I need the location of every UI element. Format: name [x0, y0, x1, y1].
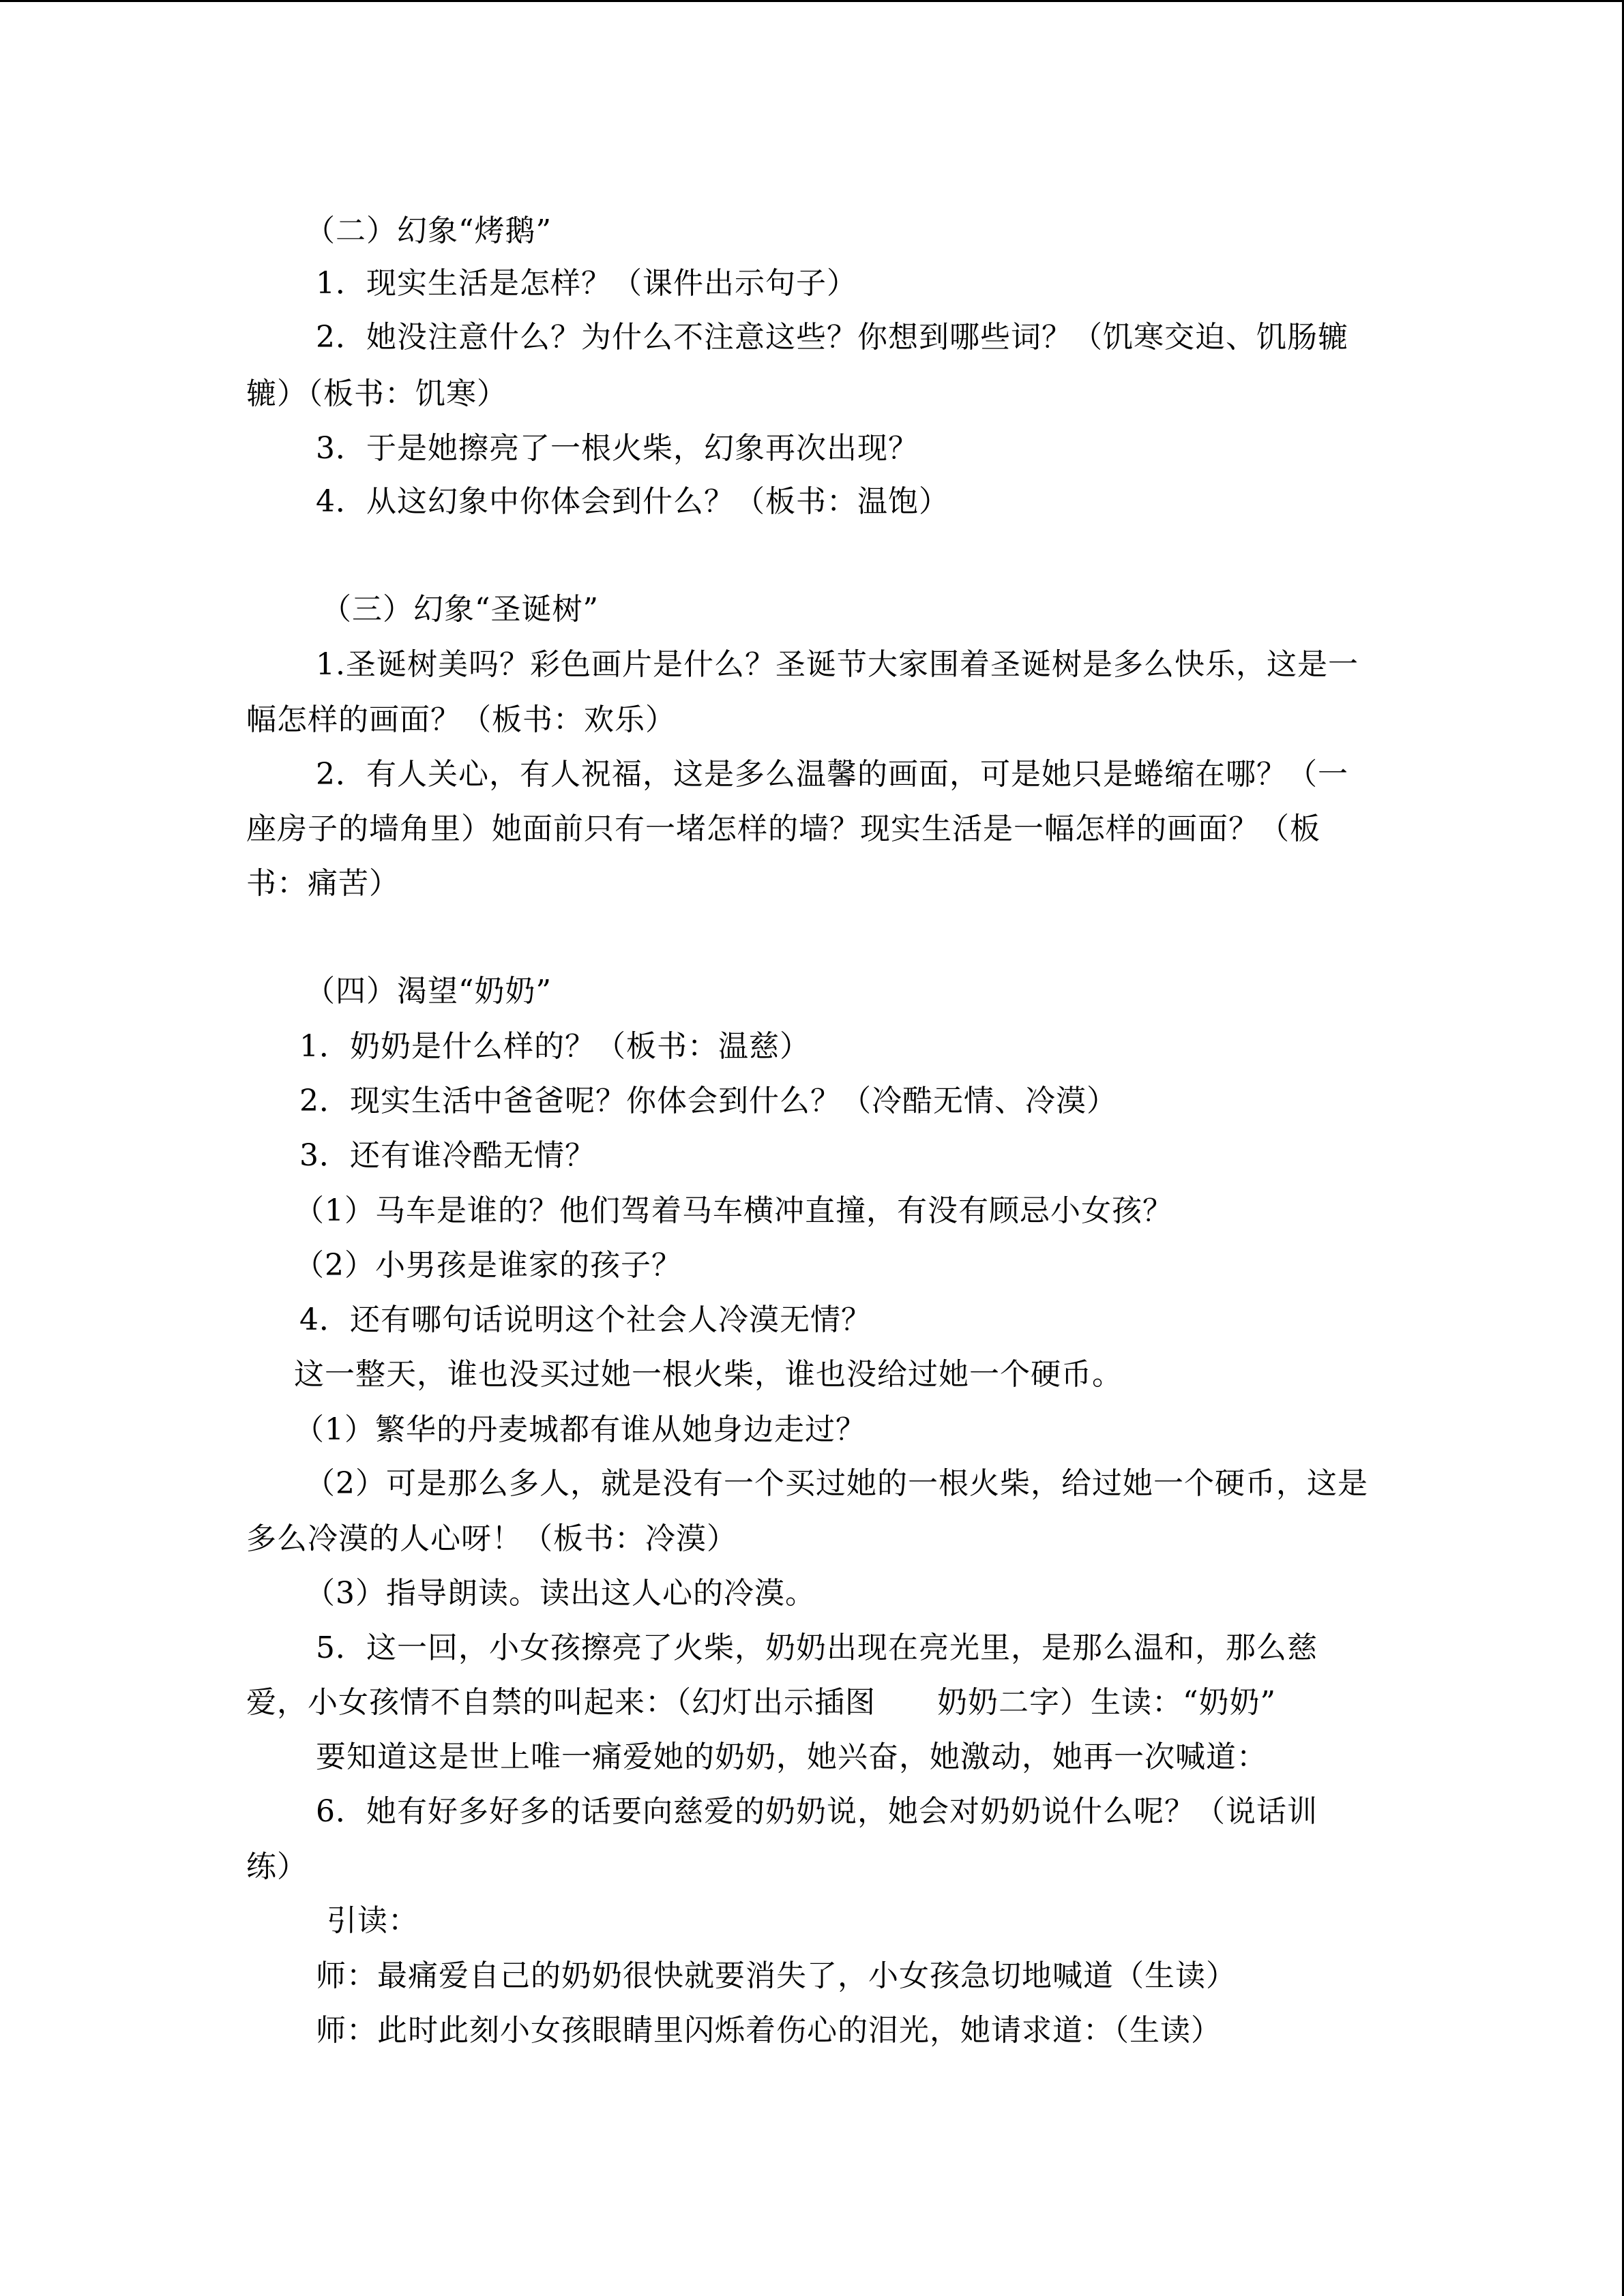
- paragraph-line: 4．还有哪句话说明这个社会人冷漠无情？: [299, 1302, 872, 1337]
- section-heading-roast-goose: （二）幻象“烤鹅”: [305, 213, 552, 248]
- paragraph-line: （2）可是那么多人，就是没有一个买过她的一根火柴，给过她一个硬币，这是: [305, 1466, 1368, 1501]
- paragraph-line: 辘）（板书：饥寒）: [246, 376, 507, 411]
- section-heading-grandma: （四）渴望“奶奶”: [305, 974, 552, 1009]
- paragraph-line: 3．于是她擦亮了一根火柴，幻象再次出现？: [316, 431, 919, 466]
- paragraph-line: 6．她有好多好多的话要向慈爱的奶奶说，她会对奶奶说什么呢？（说话训: [316, 1794, 1318, 1829]
- paragraph-line: 1．现实生活是怎样？（课件出示句子）: [316, 266, 857, 301]
- paragraph-line: 要知道这是世上唯一痛爱她的奶奶，她兴奋，她激动，她再一次喊道：: [316, 1740, 1267, 1774]
- paragraph-line: （3）指导朗读。读出这人心的冷漠。: [305, 1576, 816, 1611]
- paragraph-line: （1）马车是谁的？他们驾着马车横冲直撞，有没有顾忌小女孩？: [294, 1193, 1173, 1228]
- paragraph-line: （2）小男孩是谁家的孩子？: [294, 1248, 682, 1283]
- paragraph-line: 5．这一回，小女孩擦亮了火柴，奶奶出现在亮光里，是那么温和，那么慈: [316, 1630, 1318, 1665]
- paragraph-line: 引读：: [327, 1903, 419, 1938]
- quoted-sentence: 这一整天，谁也没买过她一根火柴，谁也没给过她一个硬币。: [294, 1357, 1123, 1392]
- section-heading-christmas-tree: （三）幻象“圣诞树”: [321, 592, 599, 627]
- paragraph-line: 多么冷漠的人心呀！（板书：冷漠）: [246, 1521, 737, 1556]
- paragraph-line: 1．奶奶是什么样的？（板书：温慈）: [299, 1029, 810, 1064]
- paragraph-line: 2．有人关心，有人祝福，这是多么温馨的画面，可是她只是蜷缩在哪？（一: [316, 757, 1348, 792]
- page-top-border: [0, 0, 1624, 2]
- paragraph-line: 幅怎样的画面？（板书：欢乐）: [246, 702, 676, 737]
- paragraph-line: 爱，小女孩情不自禁的叫起来：（幻灯出示插图 奶奶二字）生读：“奶奶”: [246, 1685, 1276, 1720]
- teacher-line: 师：最痛爱自己的奶奶很快就要消失了，小女孩急切地喊道（生读）: [316, 1958, 1237, 1993]
- paragraph-line: 2．现实生活中爸爸呢？你体会到什么？（冷酷无情、冷漠）: [299, 1084, 1117, 1118]
- paragraph-line: 座房子的墙角里）她面前只有一堵怎样的墙？现实生活是一幅怎样的画面？（板: [246, 811, 1320, 846]
- paragraph-line: 3．还有谁冷酷无情？: [299, 1138, 595, 1173]
- paragraph-line: 2．她没注意什么？为什么不注意这些？你想到哪些词？（饥寒交迫、饥肠辘: [316, 320, 1348, 355]
- paragraph-line: 练）: [246, 1849, 308, 1884]
- paragraph-line: 4．从这幻象中你体会到什么？（板书：温饱）: [316, 484, 949, 519]
- paragraph-line: （1）繁华的丹麦城都有谁从她身边走过？: [294, 1412, 866, 1447]
- teacher-line: 师：此时此刻小女孩眼睛里闪烁着伤心的泪光，她请求道：（生读）: [316, 2013, 1222, 2048]
- paragraph-line: 书：痛苦）: [246, 866, 400, 901]
- paragraph-line: 1.圣诞树美吗？彩色画片是什么？圣诞节大家围着圣诞树是多么快乐，这是一: [316, 647, 1359, 682]
